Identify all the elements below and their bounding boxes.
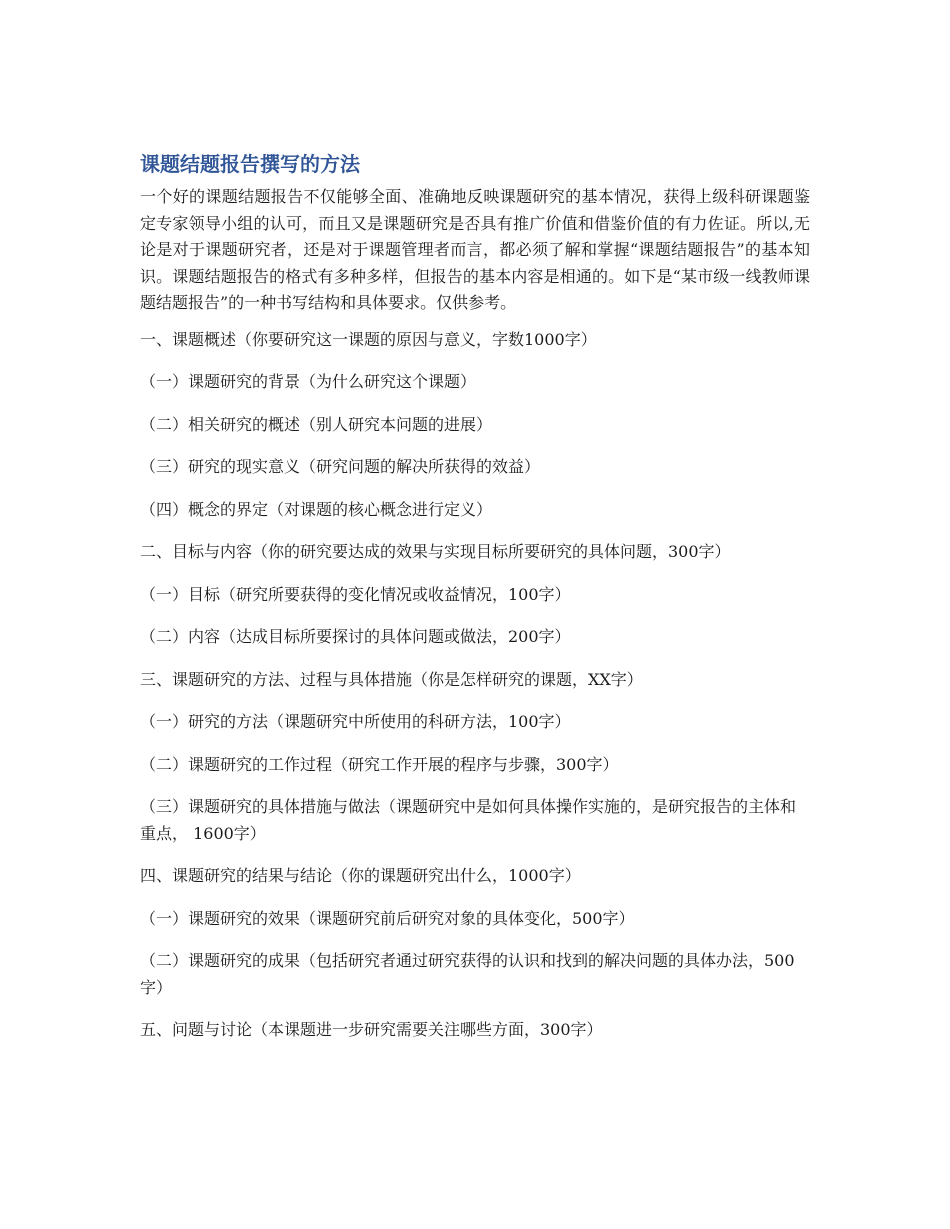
outline-item: （二）课题研究的工作过程（研究工作开展的程序与步骤，300字）	[140, 754, 619, 774]
outline-item: （二）内容（达成目标所要探讨的具体问题或做法，200字）	[140, 627, 571, 646]
outline-item: （三）课题研究的具体措施与做法（课题研究中是如何具体操作实施的，是研究报告的主体和重点， 1600字）	[140, 797, 797, 843]
document-page	[140, 150, 810, 1060]
outline-item: 五、问题与讨论（本课题进一步研究需要关注哪些方面，300字）	[140, 1020, 603, 1039]
outline-item: 三、课题研究的方法、过程与具体措施（你是怎样研究的课题，XX字）	[140, 669, 643, 689]
outline-item: （一）课题研究的背景（为什么研究这个课题）	[140, 372, 477, 391]
outline-list	[140, 327, 810, 1044]
outline-item: （一）课题研究的效果（课题研究前后研究对象的具体变化，500字）	[140, 908, 635, 928]
outline-item: （二）课题研究的成果（包括研究者通过研究获得的认识和找到的解决问题的具体办法，500字）	[140, 951, 795, 997]
outline-item: （一）目标（研究所要获得的变化情况或收益情况，100字）	[140, 584, 571, 604]
outline-item: （一）研究的方法（课题研究中所使用的科研方法，100字）	[140, 712, 571, 731]
outline-item: （四）概念的界定（对课题的核心概念进行定义）	[140, 499, 493, 519]
outline-item: 四、课题研究的结果与结论（你的课题研究出什么，1000字）	[140, 866, 581, 885]
outline-item: （二）相关研究的概述（别人研究本问题的进展）	[140, 414, 493, 434]
outline-item: 一、课题概述（你要研究这一课题的原因与意义，字数1000字）	[140, 329, 597, 349]
outline-item: （三）研究的现实意义（研究问题的解决所获得的效益）	[140, 457, 541, 476]
outline-item: 二、目标与内容（你的研究要达成的效果与实现目标所要研究的具体问题，300字）	[140, 542, 731, 561]
document-title: 课题结题报告撰写的方法	[140, 152, 360, 176]
intro-paragraph: 一个好的课题结题报告不仅能够全面、准确地反映课题研究的基本情况，获得上级科研课题鉴定专家领导小组的认可，而且又是课题研究是否具有推广价值和借鉴价值的有力佐证。所以,无论是对于课题研究者，还是对于课题管理者而言，都必须了解和掌握“课题结题报告”的基本知识。课题结题报告的格式有多种多样，但报告的基本内容是相通的。如下是“某市级一线教师课题结题报告”的一种书写结构和具体要求。仅供参考。	[140, 187, 810, 312]
